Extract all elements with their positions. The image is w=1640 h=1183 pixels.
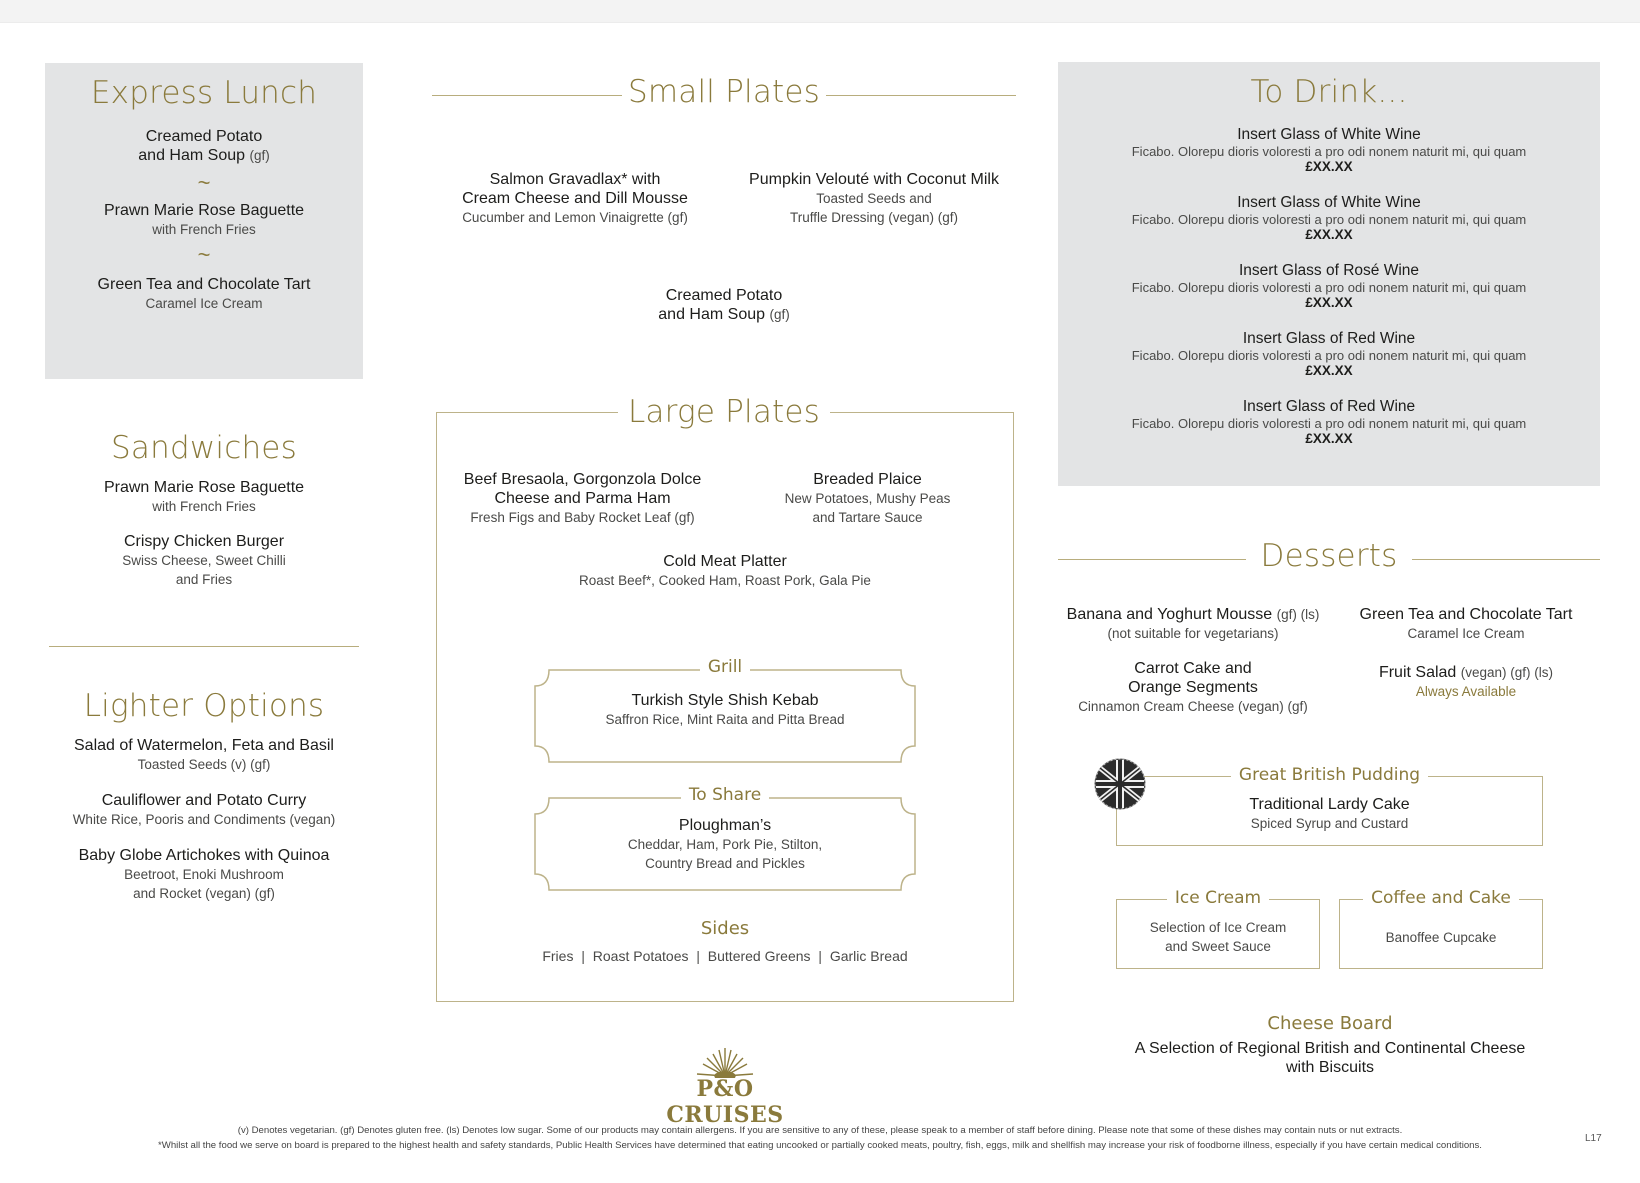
drink-item-5: Insert Glass of Red Wine Ficabo. Olorepu dioris voloresti a pro odi nonem naturit mi, qui quam £XX.XX: [1131, 398, 1527, 446]
to-share-title: To Share: [533, 785, 917, 805]
drink-item-4: Insert Glass of Red Wine Ficabo. Olorepu dioris voloresti a pro odi nonem naturit mi, qui quam £XX.XX: [1131, 330, 1527, 378]
lighter-options-section: [45, 688, 363, 903]
ice-cream-box: [1116, 888, 1320, 969]
logo-wordmark: P&O CRUISES: [666, 1076, 784, 1128]
po-cruises-logo: [640, 1046, 810, 1128]
desserts-rule-right: [1412, 559, 1600, 560]
to-share-box: [533, 785, 917, 892]
coffee-cake-title: Coffee and Cake: [1340, 888, 1542, 908]
small-item-2: Pumpkin Velouté with Coconut Milk Toasted Seeds and Truffle Dressing (vegan) (gf): [749, 171, 999, 225]
side-garlic-bread: Garlic Bread: [829, 948, 908, 964]
grill-item: Turkish Style Shish Kebab Saffron Rice, Mint Raita and Pitta Bread: [605, 692, 845, 727]
lighter-item-2: Cauliflower and Potato Curry White Rice, Pooris and Condiments (vegan): [72, 792, 336, 827]
cheese-board-title: Cheese Board: [1267, 1013, 1393, 1034]
sandwich-item-2: Crispy Chicken Burger Swiss Cheese, Sweet Chilli and Fries: [122, 533, 286, 587]
union-flag-badge-icon: [1094, 758, 1146, 810]
side-roast-potatoes: Roast Potatoes: [592, 948, 689, 964]
side-fries: Fries: [542, 948, 574, 964]
ice-cream-title: Ice Cream: [1117, 888, 1319, 908]
sunburst-icon: [695, 1046, 755, 1078]
sandwiches-title: Sandwiches: [111, 430, 297, 466]
sides-list: Fries | Roast Potatoes | Buttered Greens | Garlic Bread: [542, 948, 908, 964]
ice-cream-item: Selection of Ice Cream and Sweet Sauce: [1149, 920, 1287, 954]
side-buttered-greens: Buttered Greens: [707, 948, 811, 964]
lighter-item-3: Baby Globe Artichokes with Quinoa Beetroot, Enoki Mushroom and Rocket (vegan) (gf): [78, 847, 330, 901]
drink-item-2: Insert Glass of White Wine Ficabo. Olorepu dioris voloresti a pro odi nonem naturit mi, qui quam £XX.XX: [1131, 194, 1527, 242]
to-drink-title: To Drink...: [1250, 74, 1408, 110]
coffee-cake-item: Banoffee Cupcake: [1385, 930, 1497, 945]
lighter-options-title: Lighter Options: [83, 688, 325, 724]
express-lunch-panel: [45, 63, 363, 379]
dessert-item-2: Green Tea and Chocolate Tart Caramel Ice Cream: [1359, 606, 1573, 641]
pudding-item: Traditional Lardy Cake Spiced Syrup and Custard: [1249, 796, 1410, 831]
desserts-title: Desserts: [1260, 538, 1398, 574]
large-item-3: Cold Meat Platter Roast Beef*, Cooked Ham, Roast Pork, Gala Pie: [579, 553, 871, 588]
grill-title: Grill: [533, 657, 917, 677]
divider-line: [49, 646, 359, 647]
small-plates-title: Small Plates: [627, 74, 821, 110]
coffee-cake-box: [1339, 888, 1543, 969]
desserts-rule-left: [1058, 559, 1246, 560]
drink-item-1: Insert Glass of White Wine Ficabo. Olorepu dioris voloresti a pro odi nonem naturit mi, qui quam £XX.XX: [1131, 126, 1527, 174]
sides-title: Sides: [700, 918, 750, 939]
express-item-3: Green Tea and Chocolate Tart Caramel Ice Cream: [97, 276, 311, 311]
express-item-1: Creamed Potato and Ham Soup (gf): [138, 128, 270, 164]
to-drink-panel: [1058, 62, 1600, 486]
cheese-board-item: A Selection of Regional British and Continental Cheese with Biscuits: [1134, 1040, 1526, 1076]
title-rule-left: [432, 95, 622, 96]
large-item-2: Breaded Plaice New Potatoes, Mushy Peas and Tartare Sauce: [784, 471, 951, 525]
sandwich-item-1: Prawn Marie Rose Baguette with French Fries: [103, 479, 305, 514]
small-item-3: Creamed Potato and Ham Soup (gf): [658, 287, 790, 323]
pudding-title: Great British Pudding: [1117, 765, 1542, 785]
pudding-box: [1116, 765, 1543, 846]
separator-tilde: ~: [197, 242, 211, 267]
small-item-1: Salmon Gravadlax* with Cream Cheese and Dill Mousse Cucumber and Lemon Vinaigrette (gf): [462, 171, 688, 225]
separator-tilde: ~: [197, 170, 211, 195]
large-item-1: Beef Bresaola, Gorgonzola Dolce Cheese and Parma Ham Fresh Figs and Baby Rocket Leaf (gf): [463, 471, 702, 525]
top-bar: [0, 0, 1640, 23]
drink-item-3: Insert Glass of Rosé Wine Ficabo. Olorepu dioris voloresti a pro odi nonem naturit mi, qui quam £XX.XX: [1131, 262, 1527, 310]
grill-box: [533, 657, 917, 764]
footer-note-1: (v) Denotes vegetarian. (gf) Denotes gluten free. (ls) Denotes low sugar. Some of our products may contain allergens. If you are sensitive to any of these, please speak to a member of staff before dining. Please note that some of these dishes may contain nuts or nut extracts.: [237, 1125, 1403, 1136]
lighter-item-1: Salad of Watermelon, Feta and Basil Toasted Seeds (v) (gf): [74, 737, 334, 772]
page-code: L17: [1585, 1133, 1602, 1144]
to-share-item: Ploughman’s Cheddar, Ham, Pork Pie, Stilton, Country Bread and Pickles: [627, 817, 823, 871]
express-item-2: Prawn Marie Rose Baguette with French Fries: [103, 202, 305, 237]
large-plates-title: Large Plates: [618, 394, 830, 430]
dessert-item-1: Banana and Yoghurt Mousse (gf) (ls) (not suitable for vegetarians): [1066, 606, 1320, 641]
title-rule-right: [826, 95, 1016, 96]
sandwiches-section: [45, 430, 363, 589]
dessert-item-4: Fruit Salad (vegan) (gf) (ls) Always Available: [1378, 664, 1554, 699]
express-lunch-title: Express Lunch: [90, 75, 318, 111]
footer-note-2: *Whilst all the food we serve on board is prepared to the highest health and safety standards, Public Health Services have determined that eating uncooked or partially cooked meats, poultry, fish, eggs, milk and shellfish may increase your risk of foodborne illness, especially if you have certain medical conditions.: [158, 1140, 1482, 1151]
dessert-item-3: Carrot Cake and Orange Segments Cinnamon Cream Cheese (vegan) (gf): [1078, 660, 1308, 714]
